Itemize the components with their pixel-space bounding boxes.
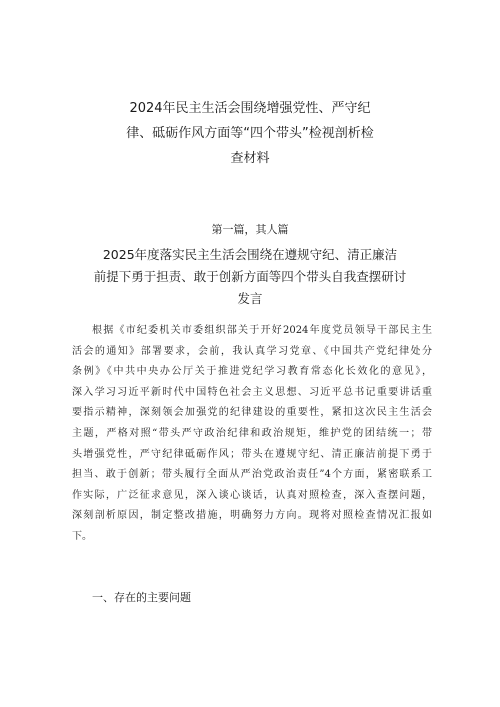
subtitle-line-3: 发言 bbox=[237, 291, 263, 306]
body-line: 活会的通知》部署要求，会前，我认真学习党章、《中国共产党纪律处分 bbox=[72, 345, 432, 357]
body-line: 条例》《中共中央办公厅关于推进党纪学习教育常态化长效化的意见》， bbox=[72, 366, 432, 378]
body-line: 主题，严格对照“带头严守政治纪律和政治规矩，维护党的团结统一；带 bbox=[72, 427, 432, 439]
body-paragraph bbox=[72, 321, 432, 548]
title-line-2: 律、砥砺作风方面等“四个带头”检视剖析检 bbox=[126, 126, 374, 141]
part-heading: 第一篇，其人篇 bbox=[211, 223, 289, 236]
body-line: 根据《市纪委机关市委组织部关于开好2024年度党员领导干部民主生 bbox=[92, 325, 432, 336]
speech-subtitle bbox=[0, 244, 500, 310]
body-line: 深刻剖析原因，制定整改措施，明确努力方向。现将对照检查情况汇报如 bbox=[72, 510, 432, 522]
body-line: 要指示精神，深刻领会加强党的纪律建设的重要性，紧扣这次民主生活会 bbox=[72, 407, 432, 419]
subtitle-line-1: 2025年度落实民主生活会围绕在遵规守纪、清正廉洁 bbox=[102, 247, 398, 262]
title-line-3: 查材料 bbox=[230, 151, 270, 166]
body-line: 作实际，广泛征求意见，深入谈心谈话，认真对照检查，深入查摆问题， bbox=[72, 489, 432, 501]
subtitle-line-2: 前提下勇于担责、敢于创新方面等四个带头自我查摆研讨 bbox=[93, 269, 407, 284]
section-heading: 一、存在的主要问题 bbox=[92, 591, 191, 604]
title-line-1: 2024年民主生活会围绕增强党性、严守纪 bbox=[129, 101, 371, 116]
body-line: 深入学习习近平新时代中国特色社会主义思想、习近平总书记重要讲话重 bbox=[72, 386, 432, 398]
document-title bbox=[0, 96, 500, 171]
body-line: 担当、敢于创新；带头履行全面从严治党政治责任”4个方面，紧密联系工 bbox=[72, 469, 432, 481]
body-line: 头增强党性，严守纪律砥砺作风；带头在遵规守纪、清正廉洁前提下勇于 bbox=[72, 448, 432, 460]
body-line: 下。 bbox=[72, 530, 92, 542]
